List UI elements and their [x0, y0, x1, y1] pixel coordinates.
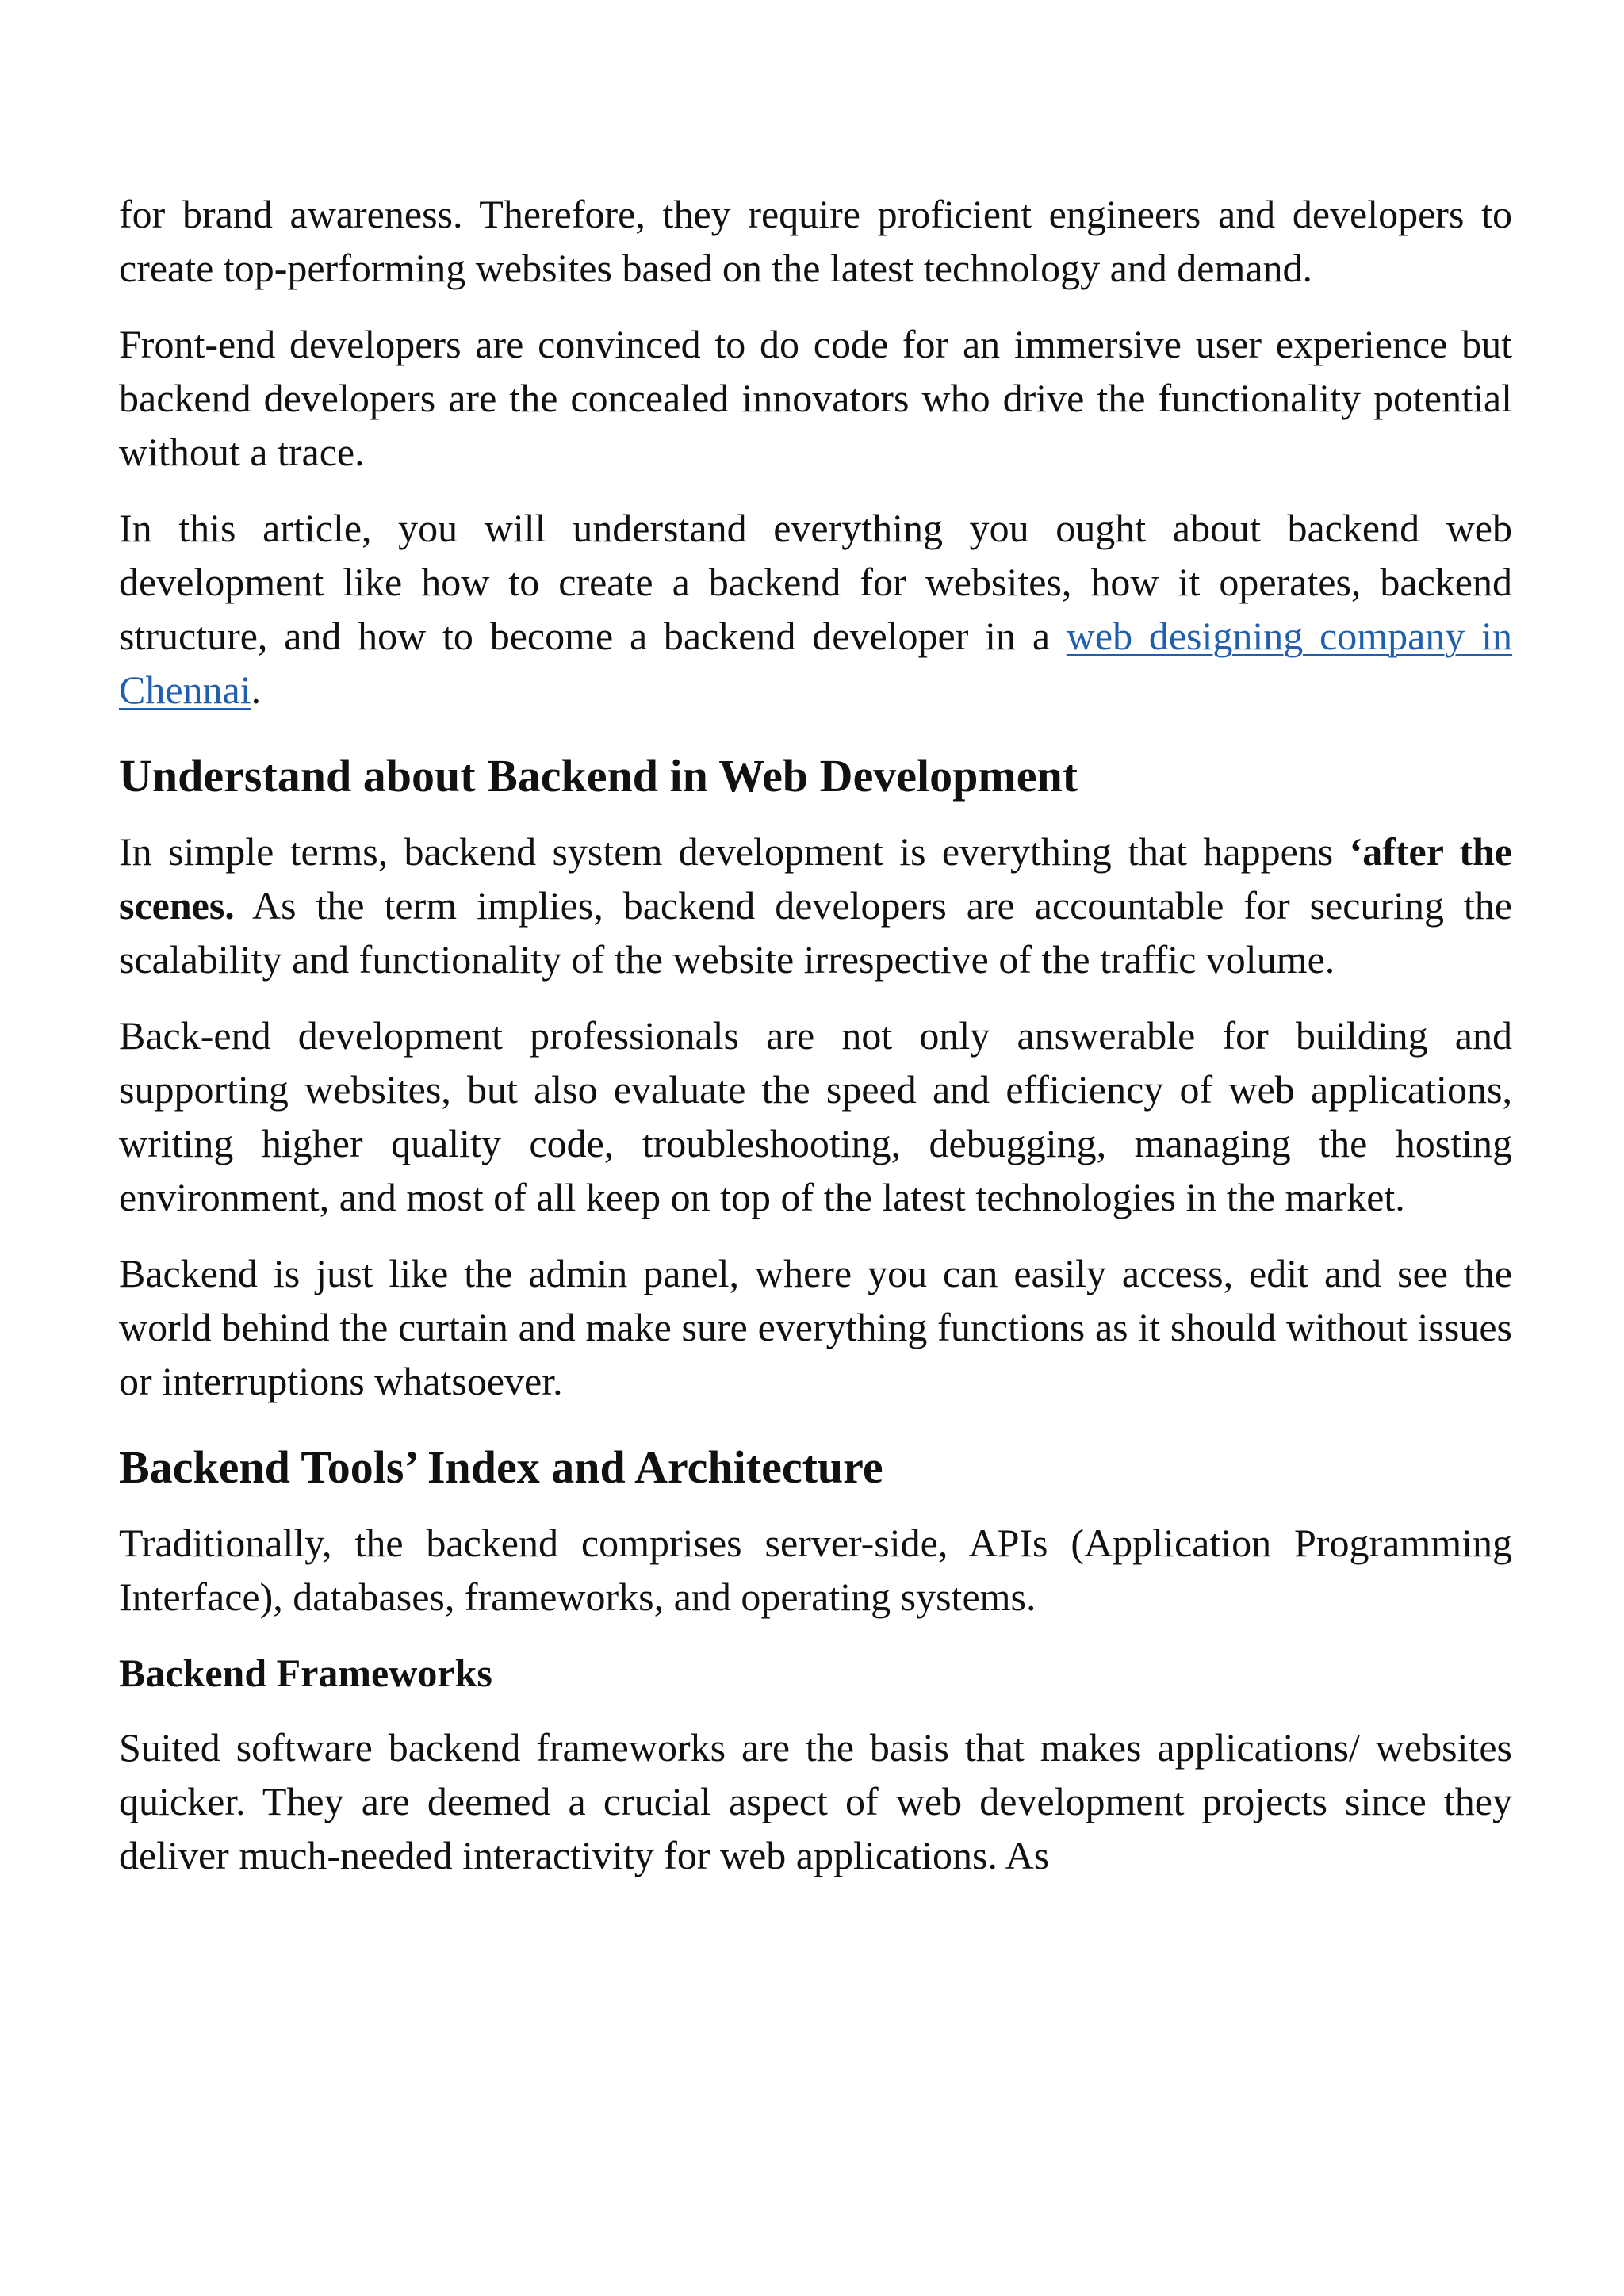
- paragraph-backend-professionals: Back-end development professionals are not only answerable for building and supporting websites, but also evaluate the speed and efficiency of web applications, writing higher quality code, troubleshooting, debugging, managing the hosting environment, and most of all keep on top of the latest technologies in the market.: [119, 1013, 1512, 1219]
- paragraph-article-intro: [119, 501, 1512, 717]
- heading-backend-tools: Backend Tools’ Index and Architecture: [119, 1441, 883, 1493]
- paragraph-simple-terms: [119, 825, 1512, 986]
- paragraph-frontend-developers: Front-end developers are convinced to do code for an immersive user experience but backend developers are the concealed innovators who drive the functionality potential without a trace.: [119, 322, 1512, 474]
- paragraph-simple-terms-start: In simple terms, backend system development is everything that happens: [119, 829, 1350, 874]
- paragraph-article-intro-end: .: [251, 668, 262, 712]
- paragraph-suited-frameworks: Suited software backend frameworks are the basis that makes applications/ websites quicker. They are deemed a crucial aspect of web development projects since they deliver much-needed interactivity for web applications. As: [119, 1725, 1512, 1877]
- paragraph-traditionally: Traditionally, the backend comprises server-side, APIs (Application Programming Interface), databases, frameworks, and operating systems.: [119, 1521, 1512, 1619]
- paragraph-simple-terms-end: As the term implies, backend developers are accountable for securing the scalability and functionality of the website irrespective of the traffic volume.: [119, 883, 1512, 982]
- heading-understand-backend: Understand about Backend in Web Development: [119, 750, 1078, 802]
- bold-after-the-scenes: ‘after the scenes.: [119, 829, 1512, 928]
- paragraph-brand-awareness: for brand awareness. Therefore, they require proficient engineers and developers to create top-performing websites based on the latest technology and demand.: [119, 192, 1512, 290]
- paragraph-admin-panel: Backend is just like the admin panel, where you can easily access, edit and see the world behind the curtain and make sure everything functions as it should without issues or interruptions whatsoever.: [119, 1251, 1512, 1403]
- web-designing-company-link[interactable]: web designing company in Chennai: [119, 614, 1512, 712]
- document-page: [119, 187, 1512, 1904]
- subheading-backend-frameworks: Backend Frameworks: [119, 1651, 492, 1695]
- paragraph-article-intro-text: In this article, you will understand everything you ought about backend web development like how to create a backend for websites, how it operates, backend structure, and how to become a backend developer in a: [119, 506, 1512, 658]
